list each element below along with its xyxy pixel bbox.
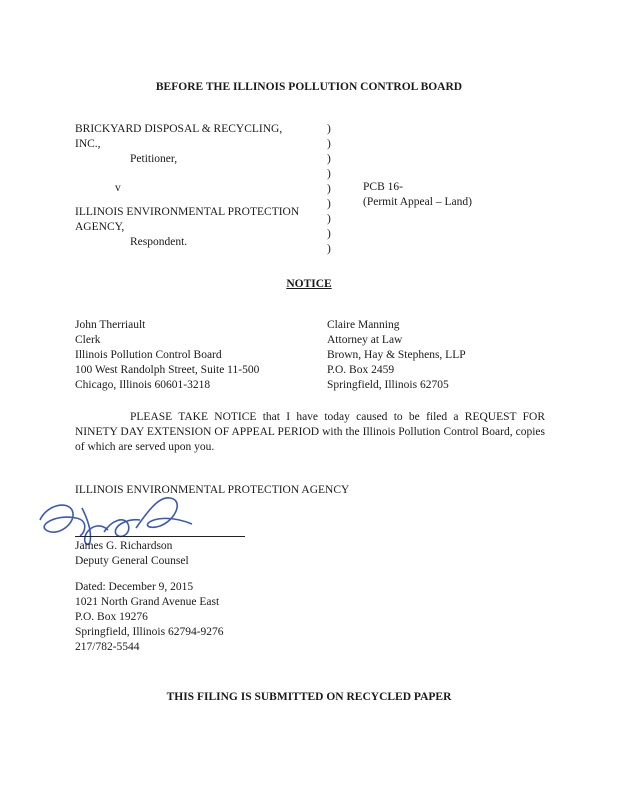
respondent-name-line1: ILLINOIS ENVIRONMENTAL PROTECTION xyxy=(75,206,300,218)
caption-paren: ) xyxy=(327,243,331,255)
recipient-left-line: Illinois Pollution Control Board xyxy=(75,349,222,361)
petitioner-name-line1: BRICKYARD DISPOSAL & RECYCLING, xyxy=(75,123,283,135)
respondent-role: Respondent. xyxy=(130,236,188,248)
address-line: 1021 North Grand Avenue East xyxy=(75,596,220,608)
notice-title: NOTICE xyxy=(286,278,332,290)
signer-title: Deputy General Counsel xyxy=(75,555,189,567)
caption-paren: ) xyxy=(327,198,331,210)
case-type: (Permit Appeal – Land) xyxy=(363,196,472,208)
court-heading: BEFORE THE ILLINOIS POLLUTION CONTROL BOARD xyxy=(155,81,463,93)
caption-paren: ) xyxy=(327,123,331,135)
recipient-left-line: 100 West Randolph Street, Suite 11-500 xyxy=(75,364,260,376)
recipient-right-line: Springfield, Illinois 62705 xyxy=(327,379,449,391)
respondent-name-line2: AGENCY, xyxy=(75,221,125,233)
caption-paren: ) xyxy=(327,183,331,195)
versus: v xyxy=(115,182,121,194)
notice-paragraph: PLEASE TAKE NOTICE that I have today caused to be filed a REQUEST FOR NINETY DAY EXTENSION OF APPEAL PERIOD with the Illinois Pollution Control Board, copies of which are served upon you. xyxy=(75,411,545,453)
address-line: P.O. Box 19276 xyxy=(75,611,148,623)
recipient-left-line: Clerk xyxy=(75,334,101,346)
caption-paren: ) xyxy=(327,213,331,225)
recipient-left-line: John Therriault xyxy=(75,319,146,331)
signer-name: James G. Richardson xyxy=(75,540,173,552)
caption-paren: ) xyxy=(327,228,331,240)
recipient-right-line: Brown, Hay & Stephens, LLP xyxy=(327,349,466,361)
dated-line: Dated: December 9, 2015 xyxy=(75,581,194,593)
recipient-right-line: Attorney at Law xyxy=(327,334,403,346)
recipient-right-line: Claire Manning xyxy=(327,319,400,331)
recycled-paper-notice: THIS FILING IS SUBMITTED ON RECYCLED PAPER xyxy=(166,691,452,703)
address-line: Springfield, Illinois 62794-9276 xyxy=(75,626,224,638)
petitioner-role: Petitioner, xyxy=(130,153,178,165)
phone-number: 217/782-5544 xyxy=(75,641,140,653)
signature-line xyxy=(75,536,245,537)
caption-paren: ) xyxy=(327,153,331,165)
caption-paren: ) xyxy=(327,138,331,150)
caption-paren: ) xyxy=(327,168,331,180)
recipient-left-line: Chicago, Illinois 60601-3218 xyxy=(75,379,211,391)
petitioner-name-line2: INC., xyxy=(75,138,101,150)
case-number: PCB 16- xyxy=(363,181,403,193)
agency-name: ILLINOIS ENVIRONMENTAL PROTECTION AGENCY xyxy=(75,484,350,496)
recipient-right-line: P.O. Box 2459 xyxy=(327,364,395,376)
